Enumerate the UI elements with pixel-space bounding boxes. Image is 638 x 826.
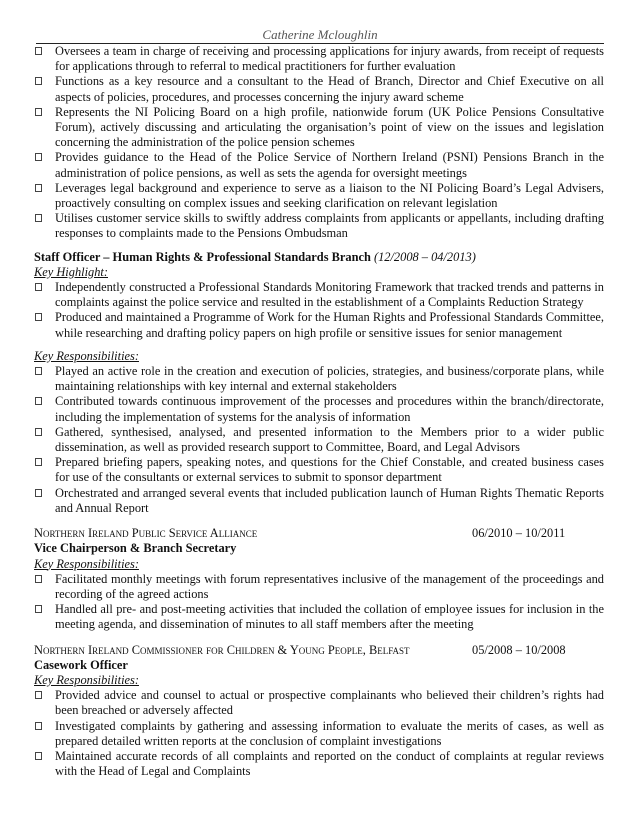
staff-officer-dates: (12/2008 – 04/2013)	[373, 249, 476, 264]
key-responsibilities-label: Key Responsibilities:	[34, 672, 139, 687]
list-item: Maintained accurate records of all complaints and reported on the conduct of complaints at regular reviews with the Head of Legal and Complaints	[34, 749, 604, 779]
niccy-dates: 05/2008 – 10/2008	[472, 642, 566, 657]
page-header	[36, 0, 604, 44]
candidate-name: Catherine Mcloughlin	[262, 27, 378, 42]
checkbox-bullet-icon	[35, 47, 42, 55]
list-item: Played an active role in the creation and execution of policies, strategies, and business/corporate plans, while maintaining relationships with key internal and external stakeholders	[34, 364, 604, 394]
checkbox-bullet-icon	[35, 428, 42, 436]
checkbox-bullet-icon	[35, 184, 42, 192]
list-item: Orchestrated and arranged several events that included publication launch of Human Rights Thematic Reports and Annual Report	[34, 486, 604, 516]
niccy-responsibility-list	[34, 688, 604, 779]
list-item: Investigated complaints by gathering and assessing information to evaluate the merits of cases, as well as prepared detailed written reports at the conclusion of complaint investigations	[34, 719, 604, 749]
staff-officer-heading	[34, 250, 604, 265]
list-item: Functions as a key resource and a consultant to the Head of Branch, Director and Chief Executive on all aspects of policies, procedures, and processes concerning the injury award scheme	[34, 74, 604, 104]
list-item: Independently constructed a Professional Standards Monitoring Framework that tracked trends and patterns in complaints against the police service and resulted in the establishment of a Complaints Reduction Strategy	[34, 280, 604, 310]
checkbox-bullet-icon	[35, 313, 42, 321]
checkbox-bullet-icon	[35, 489, 42, 497]
checkbox-bullet-icon	[35, 575, 42, 583]
list-item: Facilitated monthly meetings with forum representatives inclusive of the management of the proceedings and recording of the agreed actions	[34, 572, 604, 602]
checkbox-bullet-icon	[35, 722, 42, 730]
list-item: Provides guidance to the Head of the Police Service of Northern Ireland (PSNI) Pensions Branch in the administration of police pensions, as well as sets the agenda for oversight meetings	[34, 150, 604, 180]
nipsa-org-name: Northern Ireland Public Service Alliance	[34, 526, 258, 541]
nipsa-dates: 06/2010 – 10/2011	[472, 526, 566, 541]
list-item: Represents the NI Policing Board on a high profile, nationwide forum (UK Police Pensions Consultative Forum), actively discussing and articulating the organisation’s point of view on the issues and legislation concerning the administration of the police pension schemes	[34, 105, 604, 151]
list-item: Provided advice and counsel to actual or prospective complainants who believed their children’s rights had been breached or adversely affected	[34, 688, 604, 718]
nipsa-org-row	[34, 526, 604, 541]
niccy-role: Casework Officer	[34, 657, 128, 672]
list-item: Contributed towards continuous improvement of the processes and procedures within the branch/directorate, including the implementation of systems for the analysis of information	[34, 394, 604, 424]
niccy-org-row	[34, 643, 604, 658]
niccy-org-name: Northern Ireland Commissioner for Children & Young People, Belfast	[34, 642, 410, 657]
checkbox-bullet-icon	[35, 367, 42, 375]
checkbox-bullet-icon	[35, 605, 42, 613]
list-item: Utilises customer service skills to swiftly address complaints from applicants or appellants, including drafting responses to complaints made to the Pensions Ombudsman	[34, 211, 604, 241]
checkbox-bullet-icon	[35, 153, 42, 161]
list-item: Produced and maintained a Programme of Work for the Human Rights and Professional Standards Committee, while researching and drafting policy papers on high profile or sensitive issues for senior management	[34, 310, 604, 340]
checkbox-bullet-icon	[35, 397, 42, 405]
intro-bullet-list	[34, 44, 604, 242]
checkbox-bullet-icon	[35, 691, 42, 699]
list-item: Gathered, synthesised, analysed, and presented information to the Members prior to a wider public dissemination, as well as provided research support to Committee, Board, and Legal Advisors	[34, 425, 604, 455]
checkbox-bullet-icon	[35, 283, 42, 291]
highlight-list	[34, 280, 604, 341]
list-item: Leverages legal background and experience to serve as a liaison to the NI Policing Board’s Legal Advisers, proactively consulting on complex issues and seeking clarification on relevant legislation	[34, 181, 604, 211]
checkbox-bullet-icon	[35, 77, 42, 85]
nipsa-role: Vice Chairperson & Branch Secretary	[34, 541, 237, 556]
key-highlight-label: Key Highlight:	[34, 264, 108, 279]
key-responsibilities-label: Key Responsibilities:	[34, 348, 139, 363]
checkbox-bullet-icon	[35, 458, 42, 466]
key-responsibilities-label: Key Responsibilities:	[34, 556, 139, 571]
checkbox-bullet-icon	[35, 214, 42, 222]
staff-officer-responsibility-list	[34, 364, 604, 516]
list-item: Prepared briefing papers, speaking notes, and questions for the Chief Constable, and created business cases for use of the consultants or external services to submit to sponsor department	[34, 455, 604, 485]
staff-officer-title: Staff Officer – Human Rights & Professional Standards Branch	[34, 249, 371, 264]
nipsa-responsibility-list	[34, 572, 604, 633]
list-item: Oversees a team in charge of receiving and processing applications for injury awards, from receipt of requests for applications through to referral to medical practitioners for further evaluation	[34, 44, 604, 74]
checkbox-bullet-icon	[35, 752, 42, 760]
resume-page	[34, 0, 604, 779]
list-item: Handled all pre- and post-meeting activities that included the collation of employee issues for inclusion in the meeting agenda, and dissemination of minutes to all staff members after the meeting	[34, 602, 604, 632]
checkbox-bullet-icon	[35, 108, 42, 116]
